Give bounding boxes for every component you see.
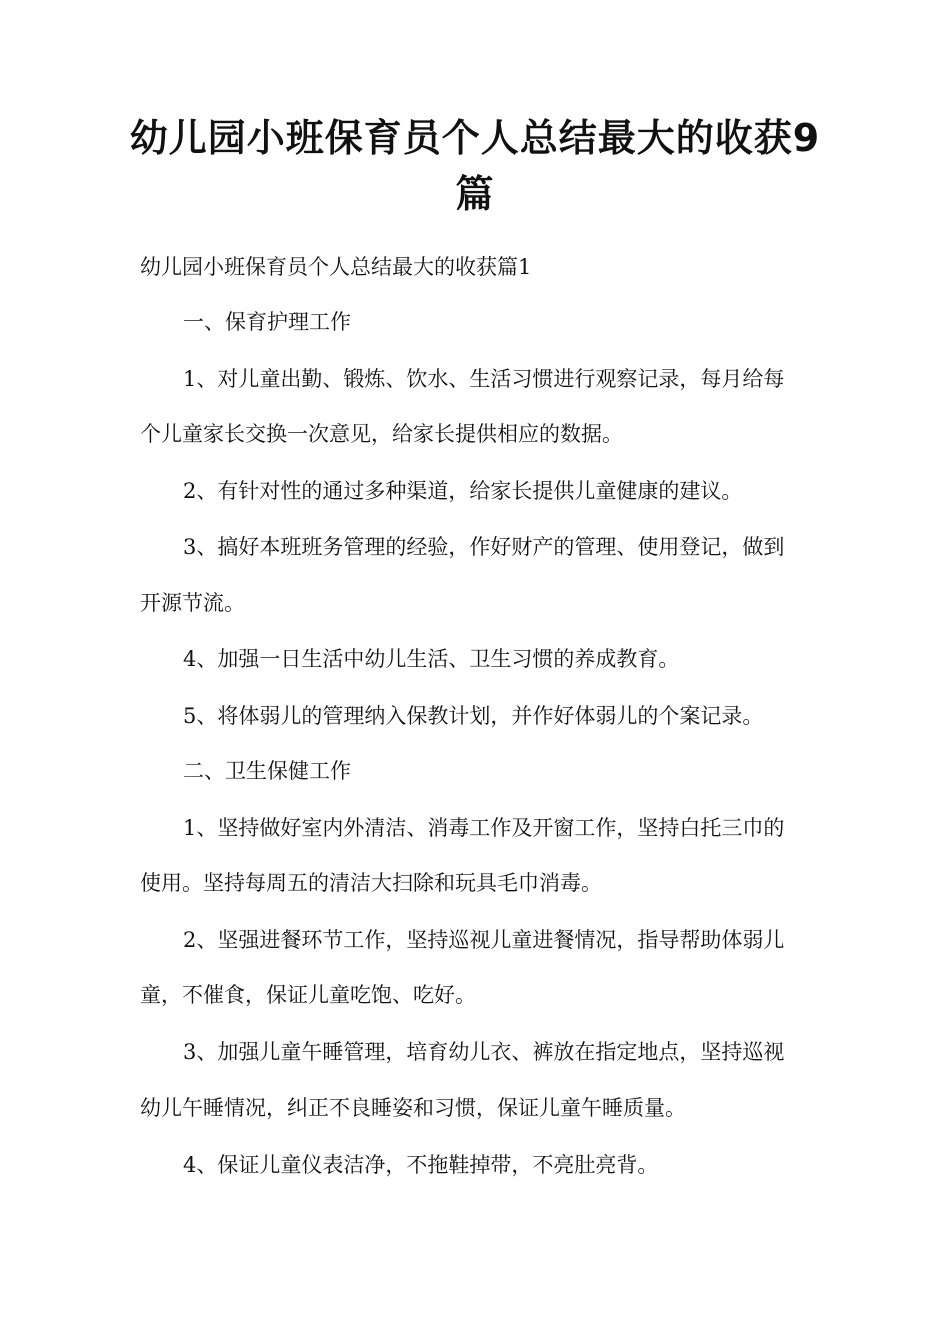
paragraph-2-1-line-1: 1、坚持做好室内外清洁、消毒工作及开窗工作，坚持白托三巾的 (183, 816, 785, 840)
paragraph-1-1-line-1: 1、对儿童出勤、锻炼、饮水、生活习惯进行观察记录，每月给每 (183, 367, 785, 391)
paragraph-2-2-line-2: 童，不催食，保证儿童吃饱、吃好。 (140, 983, 476, 1007)
document-subtitle: 幼儿园小班保育员个人总结最大的收获篇1 (140, 255, 532, 279)
paragraph-2-4: 4、保证儿童仪表洁净，不拖鞋掉带，不亮肚亮背。 (183, 1153, 659, 1177)
paragraph-2-1-line-2: 使用。坚持每周五的清洁大扫除和玩具毛巾消毒。 (140, 871, 602, 895)
section-2-heading: 二、卫生保健工作 (183, 759, 351, 783)
paragraph-1-3-line-1: 3、搞好本班班务管理的经验，作好财产的管理、使用登记，做到 (183, 535, 785, 559)
paragraph-2-3-line-2: 幼儿午睡情况，纠正不良睡姿和习惯，保证儿童午睡质量。 (140, 1096, 686, 1120)
paragraph-1-2: 2、有针对性的通过多种渠道，给家长提供儿童健康的建议。 (183, 479, 743, 503)
paragraph-1-1-line-2: 个儿童家长交换一次意见，给家长提供相应的数据。 (140, 422, 623, 446)
paragraph-2-2-line-1: 2、坚强进餐环节工作，坚持巡视儿童进餐情况，指导帮助体弱儿 (183, 928, 785, 952)
paragraph-1-3-line-2: 开源节流。 (140, 591, 245, 615)
section-1-heading: 一、保育护理工作 (183, 310, 351, 334)
paragraph-1-5: 5、将体弱儿的管理纳入保教计划，并作好体弱儿的个案记录。 (183, 704, 764, 728)
document-title (120, 110, 830, 222)
title-line-2: 篇 (455, 172, 495, 216)
title-line-1: 幼儿园小班保育员个人总结最大的收获9 (129, 116, 821, 160)
paragraph-1-4: 4、加强一日生活中幼儿生活、卫生习惯的养成教育。 (183, 647, 680, 671)
paragraph-2-3-line-1: 3、加强儿童午睡管理，培育幼儿衣、裤放在指定地点，坚持巡视 (183, 1040, 785, 1064)
